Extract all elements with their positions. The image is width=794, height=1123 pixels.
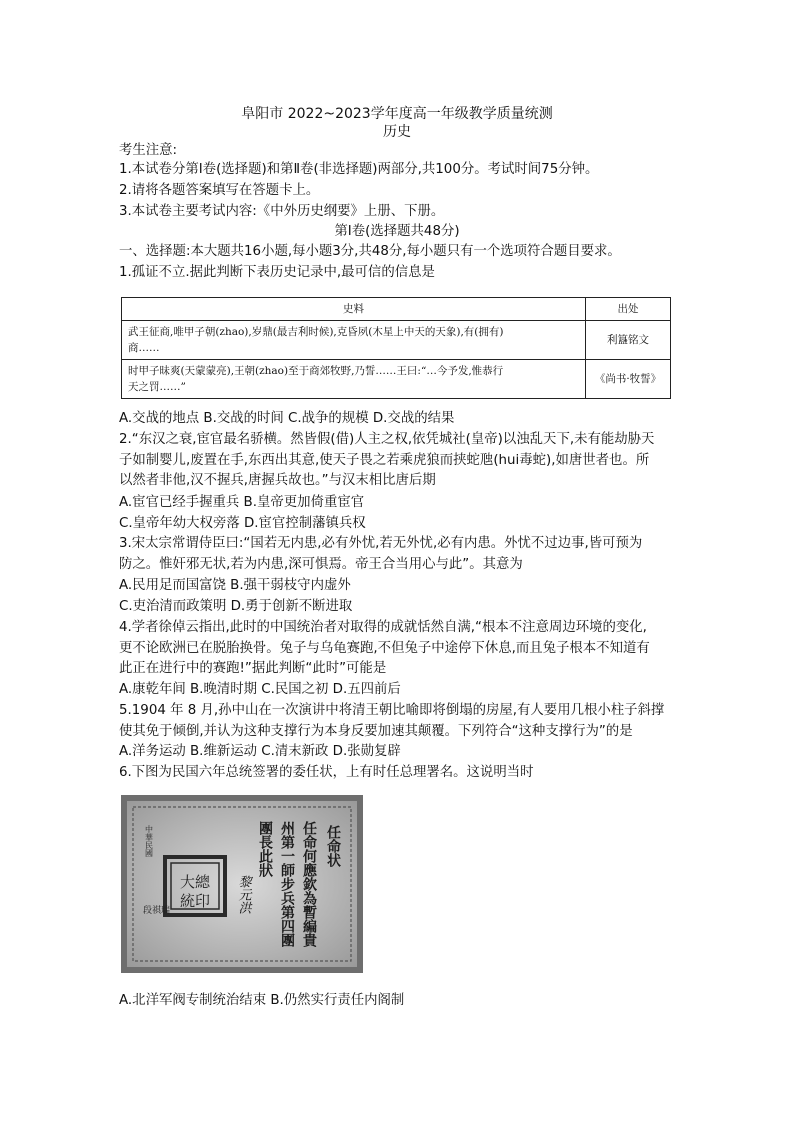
q5-stem-line-2: 使其免于倾倒,并认为这种支撑行为本身反要加速其颠覆。下列符合“这种支撑行为”的是 bbox=[119, 724, 633, 739]
note-item-3: 3.本试卷主要考试内容:《中外历史纲要》上册、下册。 bbox=[119, 204, 445, 219]
table-cell-text: 时甲子昧爽(天蒙蒙亮),王朝(zhao)至于商郊牧野,乃誓……王曰:“…今予发,惟恭行 天之罚……” bbox=[122, 360, 586, 399]
certificate-column-1: 任命何應欽為暫編貴 bbox=[301, 821, 317, 947]
table-cell-origin: 利簋铭文 bbox=[586, 321, 671, 360]
q2-stem-line-1: 2.“东汉之衰,宦官最名骄横。然皆假(借)人主之权,依凭城社(皇帝)以浊乱天下,未有能劫胁天 bbox=[119, 432, 655, 447]
president-signature: 黎元洪 bbox=[235, 875, 251, 914]
certificate-column-2: 州第一師步兵第四團 bbox=[279, 821, 295, 947]
q4-stem-line-1: 4.学者徐倬云指出,此时的中国统治者对取得的成就恬然自满,“根本不注意周边环境的变化, bbox=[119, 620, 647, 635]
certificate-column-3: 團長此狀 bbox=[257, 821, 273, 877]
table-cell-text: 武王征商,唯甲子朝(zhao),岁鼎(最吉利时候),克昏夙(木星上中天的天象),有(拥有) 商…… bbox=[122, 321, 586, 360]
q4-options: A.康乾年间 B.晚清时期 C.民国之初 D.五四前后 bbox=[119, 682, 401, 697]
appointment-certificate-photo bbox=[121, 795, 363, 973]
seal-text-bottom: 統印 bbox=[179, 892, 211, 910]
q2-options-2: C.皇帝年幼大权旁落 D.宦官控制藩镇兵权 bbox=[119, 516, 366, 531]
note-item-1: 1.本试卷分第Ⅰ卷(选择题)和第Ⅱ卷(非选择题)两部分,共100分。考试时间75分钟。 bbox=[119, 162, 599, 177]
q2-stem-line-2: 子如制婴儿,废置在手,东西出其意,使天子畏之若乘虎狼而挟蛇虺(hui毒蛇),如唐世者也。所 bbox=[119, 453, 650, 468]
section-title: 第Ⅰ卷(选择题共48分) bbox=[334, 224, 460, 239]
q3-stem-line-2: 防之。惟奸邪无状,若为内患,深可惧焉。帝王合当用心与此”。其意为 bbox=[119, 557, 523, 572]
note-item-2: 2.请将各题答案填写在答题卡上。 bbox=[119, 183, 320, 198]
q1-source-table bbox=[121, 297, 671, 399]
q3-options-2: C.吏治清而政策明 D.勇于创新不断进取 bbox=[119, 599, 353, 614]
q4-stem-line-3: 此正在进行中的赛跑!”据此判断“此时”可能是 bbox=[119, 661, 387, 676]
q6-stem: 6.下图为民国六年总统签署的委任状，上有时任总理署名。这说明当时 bbox=[119, 765, 534, 780]
exam-subject: 历史 bbox=[383, 124, 411, 140]
table-header-origin: 出处 bbox=[586, 298, 671, 321]
q1-stem: 1.孤证不立.据此判断下表历史记录中,最可信的信息是 bbox=[119, 265, 435, 280]
q4-stem-line-2: 更不论欧洲已在脱胎换骨。兔子与乌龟赛跑,不但兔子中途停下休息,而且兔子根本不知道有 bbox=[119, 641, 650, 656]
table-row bbox=[122, 360, 671, 399]
exam-title: 阜阳市 2022~2023学年度高一年级教学质量统测 bbox=[241, 106, 553, 122]
table-cell-origin: 《尚书·牧誓》 bbox=[586, 360, 671, 399]
table-row bbox=[122, 321, 671, 360]
section-instruction: 一、选择题:本大题共16小题,每小题3分,共48分,每小题只有一个选项符合题目要求。 bbox=[119, 244, 621, 259]
premier-signature: 段祺瑞 bbox=[143, 906, 171, 916]
seal-text-top: 大總 bbox=[179, 873, 211, 891]
table-header-source-text: 史料 bbox=[122, 298, 586, 321]
q5-stem-line-1: 5.1904 年 8 月,孙中山在一次演讲中将清王朝比喻即将倒塌的房屋,有人要用几根小柱子斜撑 bbox=[119, 703, 665, 718]
q1-options: A.交战的地点 B.交战的时间 C.战争的规模 D.交战的结果 bbox=[119, 411, 455, 426]
q3-stem-line-1: 3.宋太宗常谓侍臣曰:“国若无内患,必有外忧,若无外忧,必有内患。外忧不过边事,皆可预为 bbox=[119, 536, 643, 551]
q6-options: A.北洋军阀专制统治结束 B.仍然实行责任内阁制 bbox=[119, 993, 405, 1008]
table-header-row bbox=[122, 298, 671, 321]
certificate-heading: 任命状 bbox=[325, 825, 341, 867]
certificate-date: 中華民國 bbox=[144, 825, 154, 857]
notes-heading: 考生注意: bbox=[119, 143, 178, 158]
q5-options: A.洋务运动 B.维新运动 C.清末新政 D.张勋复辟 bbox=[119, 744, 401, 759]
q3-options-1: A.民用足而国富饶 B.强干弱枝守内虚外 bbox=[119, 578, 351, 593]
q2-stem-line-3: 以然者非他,汉不握兵,唐握兵故也。”与汉末相比唐后期 bbox=[119, 473, 436, 488]
q2-options-1: A.宦官已经手握重兵 B.皇帝更加倚重宦官 bbox=[119, 495, 365, 510]
